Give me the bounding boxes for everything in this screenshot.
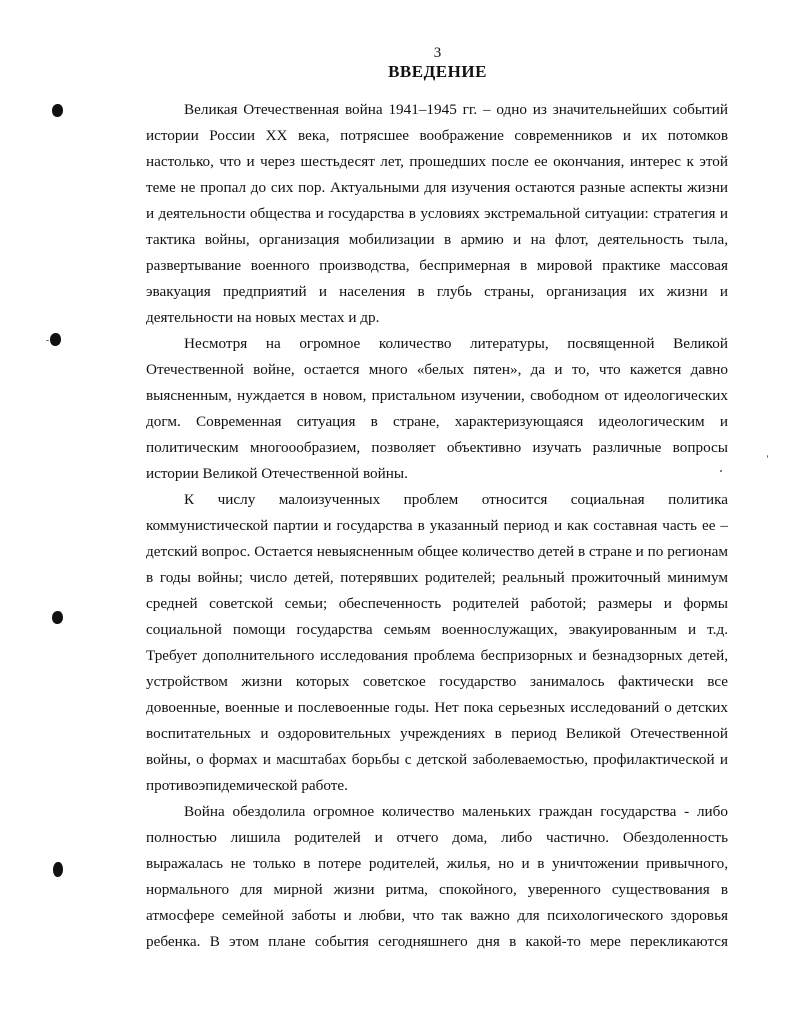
punch-hole-mark [52, 104, 63, 117]
paragraph-4: Война обездолила огромное количество маленьких граждан государства - либо полностью лишила родителей и отчего дома, либо частично. Обездоленность выражалась не только в потере родителей, жилья, но и в уничтожении привычного, нормального для мирной жизни ритма, спокойного, уверенного существования в атмосфере семейной заботы и любви, что так важно для психологического здоровья ребенка. В этом плане события сегодняшнего дня в какой-то мере перекликаются [146, 803, 728, 950]
punch-hole-mark [50, 333, 61, 346]
punch-hole-mark [53, 862, 63, 877]
body-text [146, 97, 728, 955]
paragraph-2: Несмотря на огромное количество литературы, посвященной Великой Отечественной войне, остается много «белых пятен», да и то, что кажется давно выясненным, нуждается в новом, пристальном изучении, свободном от идеологических догм. Современная ситуация в стране, характеризующаяся идеологическим и политическим многоообразием, позволяет объективно изучать различные вопросы истории Великой Отечественной войны. [146, 335, 728, 482]
paragraph-1: Великая Отечественная война 1941–1945 гг. – одно из значительнейших событий истории России XX века, потрясшее воображение современников и их потомков настолько, что и через шестьдесят лет, прошедших после ее окончания, интерес к этой теме не пропал до сих пор. Актуальными для изучения остаются разные аспекты жизни и деятельности общества и государства в условиях экстремальной ситуации: стратегия и тактика войны, организация мобилизации в армию и на флот, деятельность тыла, развертывание военного производства, беспримерная в мировой практике массовая эвакуация предприятий и населения в глубь страны, организация их жизни и деятельности на новых местах и др. [146, 101, 728, 326]
scan-speck [720, 470, 722, 472]
page-title: ВВЕДЕНИЕ [388, 62, 487, 81]
scan-speck [767, 455, 768, 458]
paragraph-3: К числу малоизученных проблем относится социальная политика коммунистической партии и государства в указанный период и как составная часть ее – детский вопрос. Остается невыясненным общее количество детей в стране и по регионам в годы войны; число детей, потерявших родителей; реальный прожиточный минимум средней советской семьи; обеспеченность родителей работой; размеры и формы социальной помощи государства семьям военнослужащих, эвакуированным и т.д. Требует дополнительного исследования проблема беспризорных и безнадзорных детей, устройством жизни которых советское государство занималось фактически все довоенные, военные и послевоенные годы. Нет пока серьезных исследований о детских воспитательных и оздоровительных учреждениях в период Великой Отечественной войны, о формах и масштабах борьбы с детской заболеваемостью, профилактической и противоэпидемической работе. [146, 491, 728, 794]
page-number: 3 [433, 45, 442, 61]
scan-speck [46, 340, 49, 341]
punch-hole-mark [52, 611, 63, 624]
